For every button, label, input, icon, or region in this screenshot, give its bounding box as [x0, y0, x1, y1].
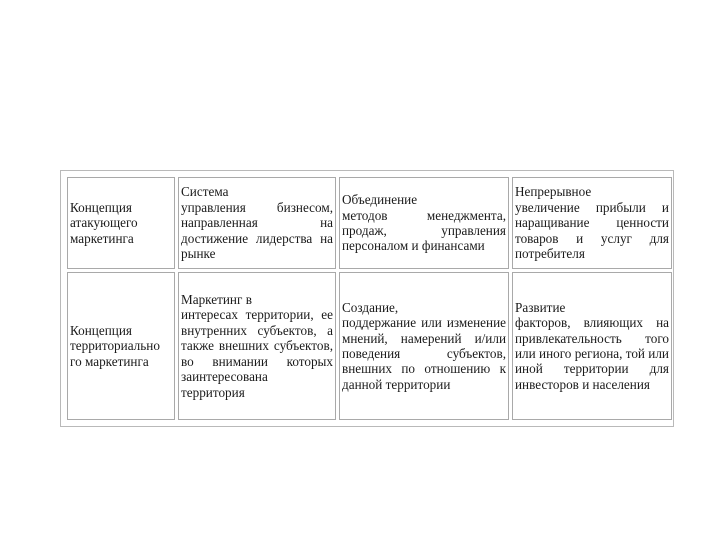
definition-text: [181, 292, 333, 400]
table-row: [67, 177, 672, 269]
goal-cell: [512, 272, 672, 420]
concept-name-cell: [67, 177, 175, 269]
means-body: поддержание или изменение мнений, намерений и/или поведения субъектов, внешних по отношению к данной территории: [342, 315, 506, 392]
goal-lead: Развитие: [515, 299, 566, 315]
definition-lead: Система: [181, 184, 229, 200]
means-text: [342, 192, 506, 254]
definition-text: [181, 184, 333, 261]
definition-lead: Маркетинг в: [181, 292, 252, 308]
means-body: методов менеджмента, продаж, управления персоналом и финансами: [342, 207, 506, 254]
concepts-table-grid: [64, 174, 675, 423]
definition-cell: [178, 177, 336, 269]
means-cell: [339, 177, 509, 269]
concept-name: Концепция атакующего маркетинга: [70, 199, 138, 246]
concept-name: Концепция территориально го маркетинга: [70, 322, 160, 369]
means-cell: [339, 272, 509, 420]
concept-name-cell: [67, 272, 175, 420]
table-row: [67, 272, 672, 420]
definition-body: интересах территории, ее внутренних субъектов, а также внешних субъектов, во внимании которых заинтересована территория: [181, 307, 333, 400]
goal-body: факторов, влияющих на привлекательность того или иного региона, той или иной территории для инвесторов и населения: [515, 315, 669, 392]
goal-lead: Непрерывное: [515, 184, 592, 200]
means-text: [342, 300, 506, 392]
goal-cell: [512, 177, 672, 269]
goal-text: [515, 300, 669, 392]
means-lead: Создание,: [342, 299, 399, 315]
goal-body: увеличение прибыли и наращивание ценности товаров и услуг для потребителя: [515, 199, 669, 262]
definition-cell: [178, 272, 336, 420]
definition-body: управления бизнесом, направленная на достижение лидерства на рынке: [181, 199, 333, 262]
concepts-table: [60, 170, 674, 427]
goal-text: [515, 184, 669, 261]
means-lead: Объединение: [342, 192, 418, 208]
